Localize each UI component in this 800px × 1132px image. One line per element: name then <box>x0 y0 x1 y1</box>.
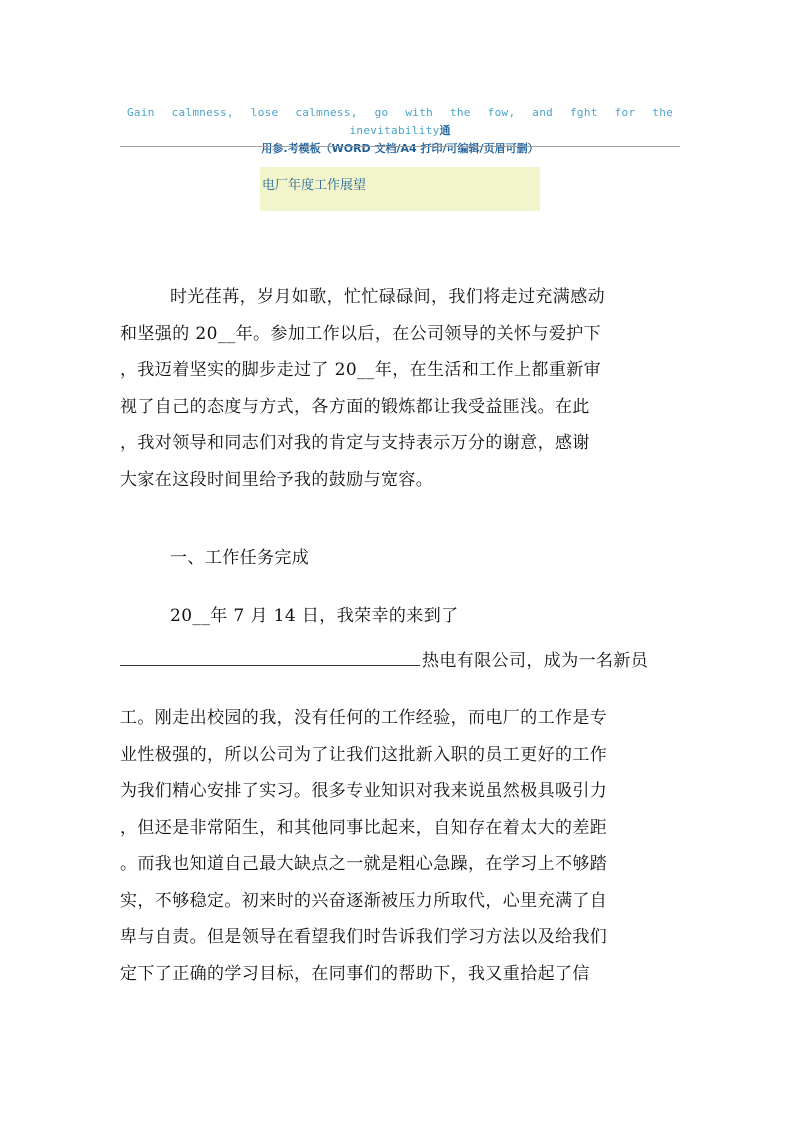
paragraph-line: 卑与自责。但是领导在看望我们时告诉我们学习方法以及给我们 <box>120 927 608 947</box>
paragraph-company-line <box>120 643 690 680</box>
paragraph-experience <box>120 700 690 992</box>
header-line-1 <box>120 104 680 140</box>
header-chinese-tail: 通 <box>439 124 451 137</box>
paragraph-line: 工。刚走出校园的我，没有任何的工作经验，而电厂的工作是专 <box>120 708 608 728</box>
paragraph-line: 大家在这段时间里给予我的鼓励与宽容。 <box>120 469 434 490</box>
fill-in-blank <box>120 664 420 666</box>
paragraph-line: 和坚强的 20__年。参加工作以后，在公司领导的关怀与爱护下 <box>120 323 602 344</box>
paragraph-line: 20__年 7 月 14 日，我荣幸的来到了 <box>170 606 459 626</box>
paragraph-line: 视了自己的态度与方式，各方面的锻炼都让我受益匪浅。在此 <box>120 396 590 417</box>
paragraph-line-tail: 热电有限公司，成为一名新员 <box>422 651 649 671</box>
paragraph-line: 时光荏苒，岁月如歌，忙忙碌碌间，我们将走过充满感动 <box>170 287 605 307</box>
paragraph-line: ，我迈着坚实的脚步走过了 20__年，在生活和工作上都重新审 <box>120 360 602 380</box>
section-heading-wrap <box>120 540 690 577</box>
header-divider <box>120 146 680 147</box>
paragraph-line: 业性极强的，所以公司为了让我们这批新入职的员工更好的工作 <box>120 744 608 765</box>
paragraph-arrival <box>120 598 690 635</box>
header-english-motto: Gain calmness, lose calmness, go with the fow, and fght for the inevitability <box>126 106 674 137</box>
document-title: 电厂年度工作展望 <box>262 178 367 193</box>
paragraph-line: 为我们精心安排了实习。很多专业知识对我来说虽然极具吸引力 <box>120 781 608 801</box>
section-heading: 一、工作任务完成 <box>170 548 310 568</box>
paragraph-line: 定下了正确的学习目标，在同事们的帮助下，我又重拾起了信 <box>120 963 590 984</box>
header-line-2: 用参.考模板（WORD 文档/A4 打印/可编辑/页眉可删） <box>261 142 539 155</box>
paragraph-line: 。而我也知道自己最大缺点之一就是粗心急躁，在学习上不够踏 <box>120 854 608 874</box>
document-header <box>120 104 680 158</box>
paragraph-line: ，我对领导和同志们对我的肯定与支持表示万分的谢意，感谢 <box>120 433 590 453</box>
paragraph-line-with-blank <box>120 643 690 680</box>
paragraph-intro <box>120 279 690 498</box>
paragraph-line: ，但还是非常陌生，和其他同事比起来，自知存在着太大的差距 <box>120 817 608 838</box>
paragraph-line: 实，不够稳定。初来时的兴奋逐渐被压力所取代，心里充满了自 <box>120 890 608 911</box>
